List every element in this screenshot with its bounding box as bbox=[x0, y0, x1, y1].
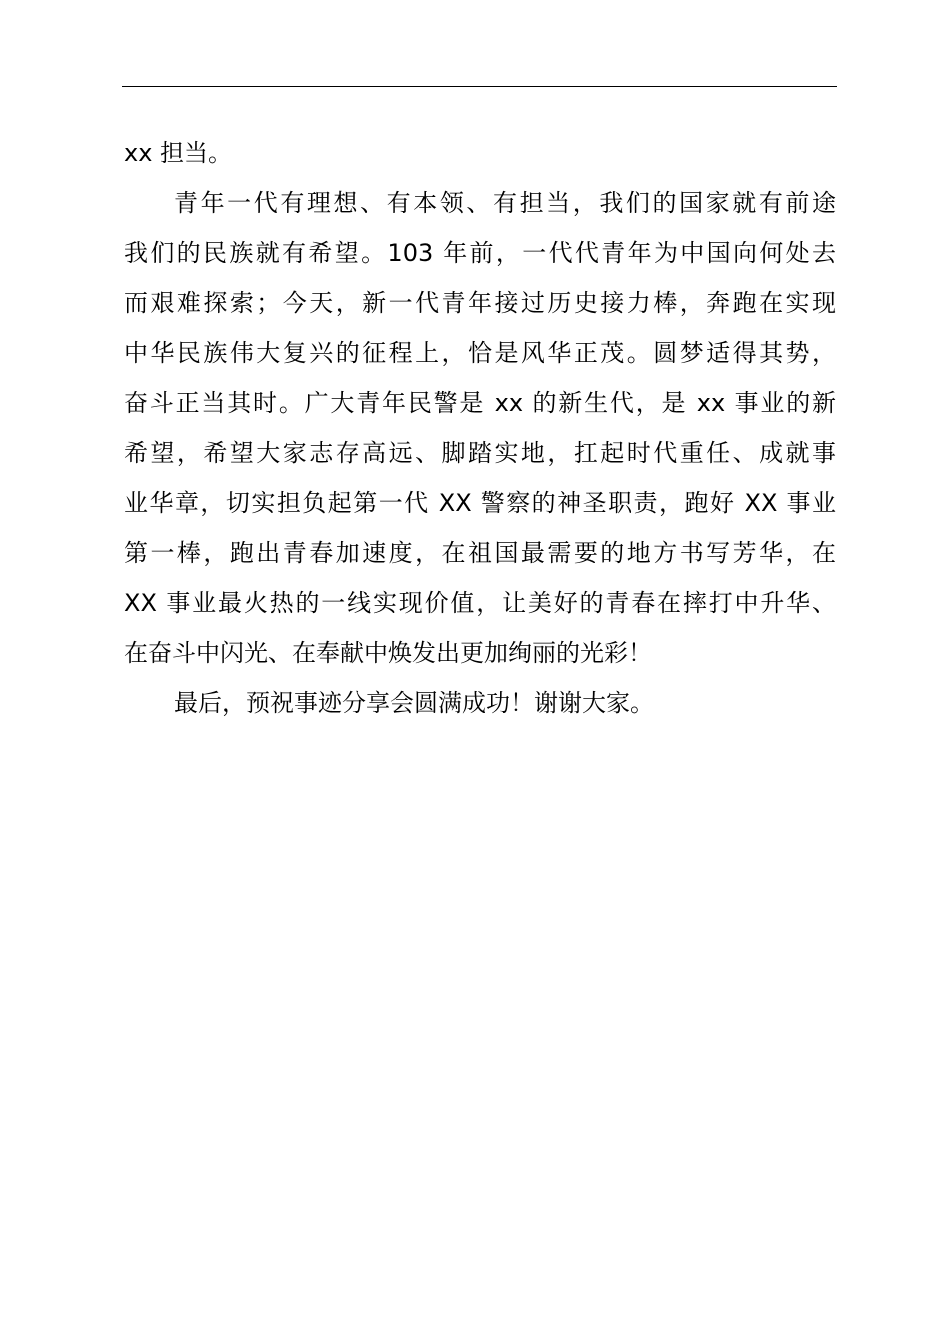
text-line: 第一棒，跑出青春加速度，在祖国最需要的地方书写芳华，在 bbox=[124, 539, 836, 567]
text-line: 在奋斗中闪光、在奉献中焕发出更加绚丽的光彩！ bbox=[124, 639, 652, 667]
text-line: 业华章，切实担负起第一代 XX 警察的神圣职责，跑好 XX 事业 bbox=[124, 489, 836, 517]
text-line: XX 事业最火热的一线实现价值，让美好的青春在摔打中升华、 bbox=[124, 589, 836, 617]
text-line: xx 担当。 bbox=[124, 139, 233, 167]
text-line: 中华民族伟大复兴的征程上，恰是风华正茂。圆梦适得其势， bbox=[124, 339, 836, 367]
document-body bbox=[124, 128, 836, 728]
header-rule bbox=[122, 86, 837, 87]
text-line: 希望，希望大家志存高远、脚踏实地，扛起时代重任、成就事 bbox=[124, 439, 836, 467]
paragraph-first-line: 青年一代有理想、有本领、有担当，我们的国家就有前途 bbox=[174, 189, 836, 217]
closing-line: 最后，预祝事迹分享会圆满成功！谢谢大家。 bbox=[174, 689, 654, 717]
text-line: 奋斗正当其时。广大青年民警是 xx 的新生代，是 xx 事业的新 bbox=[124, 389, 836, 417]
text-line: 我们的民族就有希望。103 年前，一代代青年为中国向何处去 bbox=[124, 239, 836, 267]
text-line: 而艰难探索；今天，新一代青年接过历史接力棒，奔跑在实现 bbox=[124, 289, 836, 317]
